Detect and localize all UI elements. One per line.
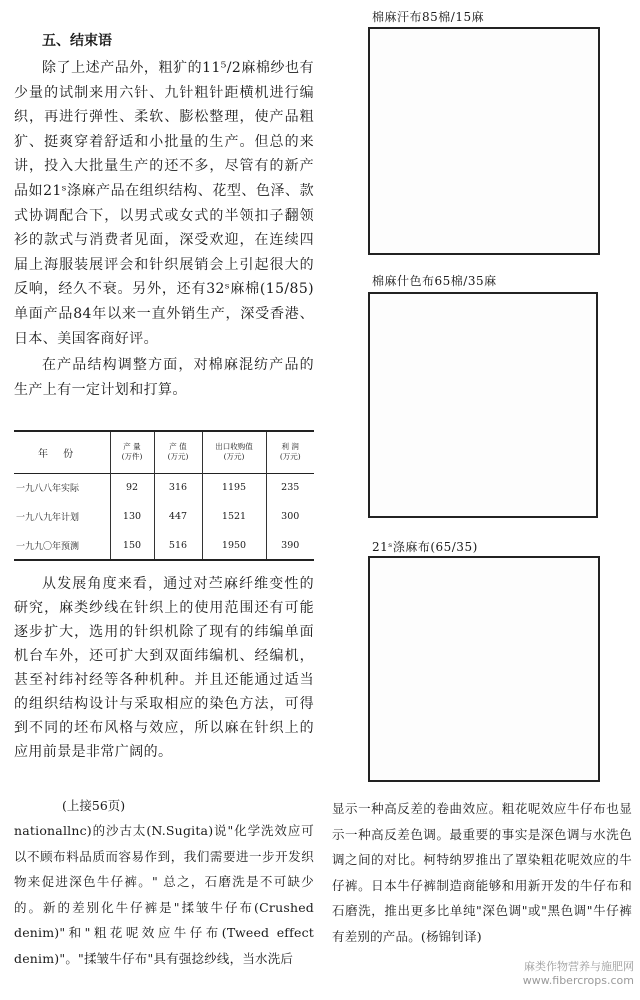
continued-left-column [14, 818, 314, 971]
row-profit: 235 [266, 473, 314, 502]
row-year: 一九八九年计划 [16, 513, 80, 523]
fabric-swatch-2 [368, 292, 598, 518]
closing-text-block [14, 572, 314, 764]
row-year: 一九八八年实际 [16, 484, 80, 495]
row-output: 92 [110, 473, 154, 502]
table-row [14, 473, 314, 502]
paragraph-1: 除了上述产品外，粗犷的11⁵/2麻棉纱也有少量的试制来用六针、九针粗针距横机进行编织，再进行弹性、柔软、膨松整理，使产品粗犷、挺爽穿着舒适和小批量的生产。但总的来讲，投入大批量生产的还不多，尽管有的新产品如21ˢ涤麻产品在组织结构、花型、色泽、款式协调配合下，以男式或女式的半领扣子翻领衫的款式与消费者见面，深受欢迎，在连续四届上海服装展评会和针织展销会上引起很大的反响，经久不衰。另外，还有32ˢ麻棉(15/85)单面产品84年以来一直外销生产，深受香港、日本、美国客商好评。 [14, 60, 314, 347]
data-table-wrapper [14, 430, 314, 561]
swatch-label-2: 棉麻什色布65棉/35麻 [372, 274, 497, 288]
fabric-swatch-1 [368, 27, 600, 255]
section-heading: 五、结束语 [42, 33, 112, 49]
continued-left-text: nationallnc)的沙古太(N.Sugita)说"化学洗效应可以不顾布料品质而容易作到，我们需要进一步开发织物来促进深色牛仔裤。" 总之，石磨洗是不可缺少的。新的差别化牛仔裤是"揉皱牛仔布(Crushed denim)"和"粗花呢效应牛仔布(Tweed effect denim)"。"揉皱牛仔布"具有强捻纱线，当水洗后 [14, 823, 314, 966]
swatch-label-1: 棉麻汗布85棉/15麻 [372, 10, 485, 24]
row-export: 1195 [202, 473, 266, 502]
table-header-cell: 利 润 (万元) [266, 431, 314, 473]
data-table [14, 430, 314, 561]
row-value: 447 [154, 502, 202, 531]
row-export: 1950 [202, 531, 266, 560]
row-profit: 300 [266, 502, 314, 531]
table-row [14, 531, 314, 560]
table-header-cell: 出口收购值 (万元) [202, 431, 266, 473]
row-output: 130 [110, 502, 154, 531]
table-header-cell: 年 份 [38, 448, 80, 460]
watermark [523, 958, 634, 987]
swatch-label-3: 21ˢ涤麻布(65/35) [372, 540, 478, 554]
paragraph-2: 在产品结构调整方面，对棉麻混纺产品的生产上有一定计划和打算。 [14, 357, 314, 398]
table-header-cell: 产 值 (万元) [154, 431, 202, 473]
translator-credit: (杨锦钊译) [420, 928, 482, 944]
continued-right-text [332, 796, 632, 949]
body-text-block [14, 56, 314, 402]
continued-right-column [332, 796, 632, 949]
table-header-cell: 产 量 (万件) [110, 431, 154, 473]
row-output: 150 [110, 531, 154, 560]
paragraph-3: 从发展角度来看，通过对苎麻纤维变性的研究，麻类纱线在针织上的使用范围还有可能逐步扩大，选用的针织机除了现有的纬编单面机台车外，还可扩大到双面纬编机、经编机，甚至衬纬衬经等各种机种。并且还能通过适当的组织结构设计与采取相应的染色方法，可得到不同的坯布风格与效应，所以麻在针织上的应用前景是非常广阔的。 [14, 576, 314, 760]
row-value: 516 [154, 531, 202, 560]
row-value: 316 [154, 473, 202, 502]
continued-right-body: 显示一种高反差的卷曲效应。粗花呢效应牛仔布也显示一种高反差色调。最重要的事实是深色调与水洗色调之间的对比。柯特纳罗推出了罩染粗花呢效应的牛仔裤。日本牛仔裤制造商能够和用新开发的牛仔布和石磨洗，推出更多比单纯"深色调"或"黑色调"牛仔裤有差别的产品。 [332, 801, 632, 944]
row-export: 1521 [202, 502, 266, 531]
table-header-row [14, 431, 314, 473]
fabric-swatch-3 [368, 556, 600, 782]
row-profit: 390 [266, 531, 314, 560]
watermark-line-1: 麻类作物营养与施肥网 [524, 960, 634, 973]
continued-marker: (上接56页) [62, 798, 126, 813]
row-year: 一九九〇年预测 [16, 541, 80, 552]
table-row [14, 502, 314, 531]
watermark-line-2: www.fibercrops.com [522, 974, 634, 987]
